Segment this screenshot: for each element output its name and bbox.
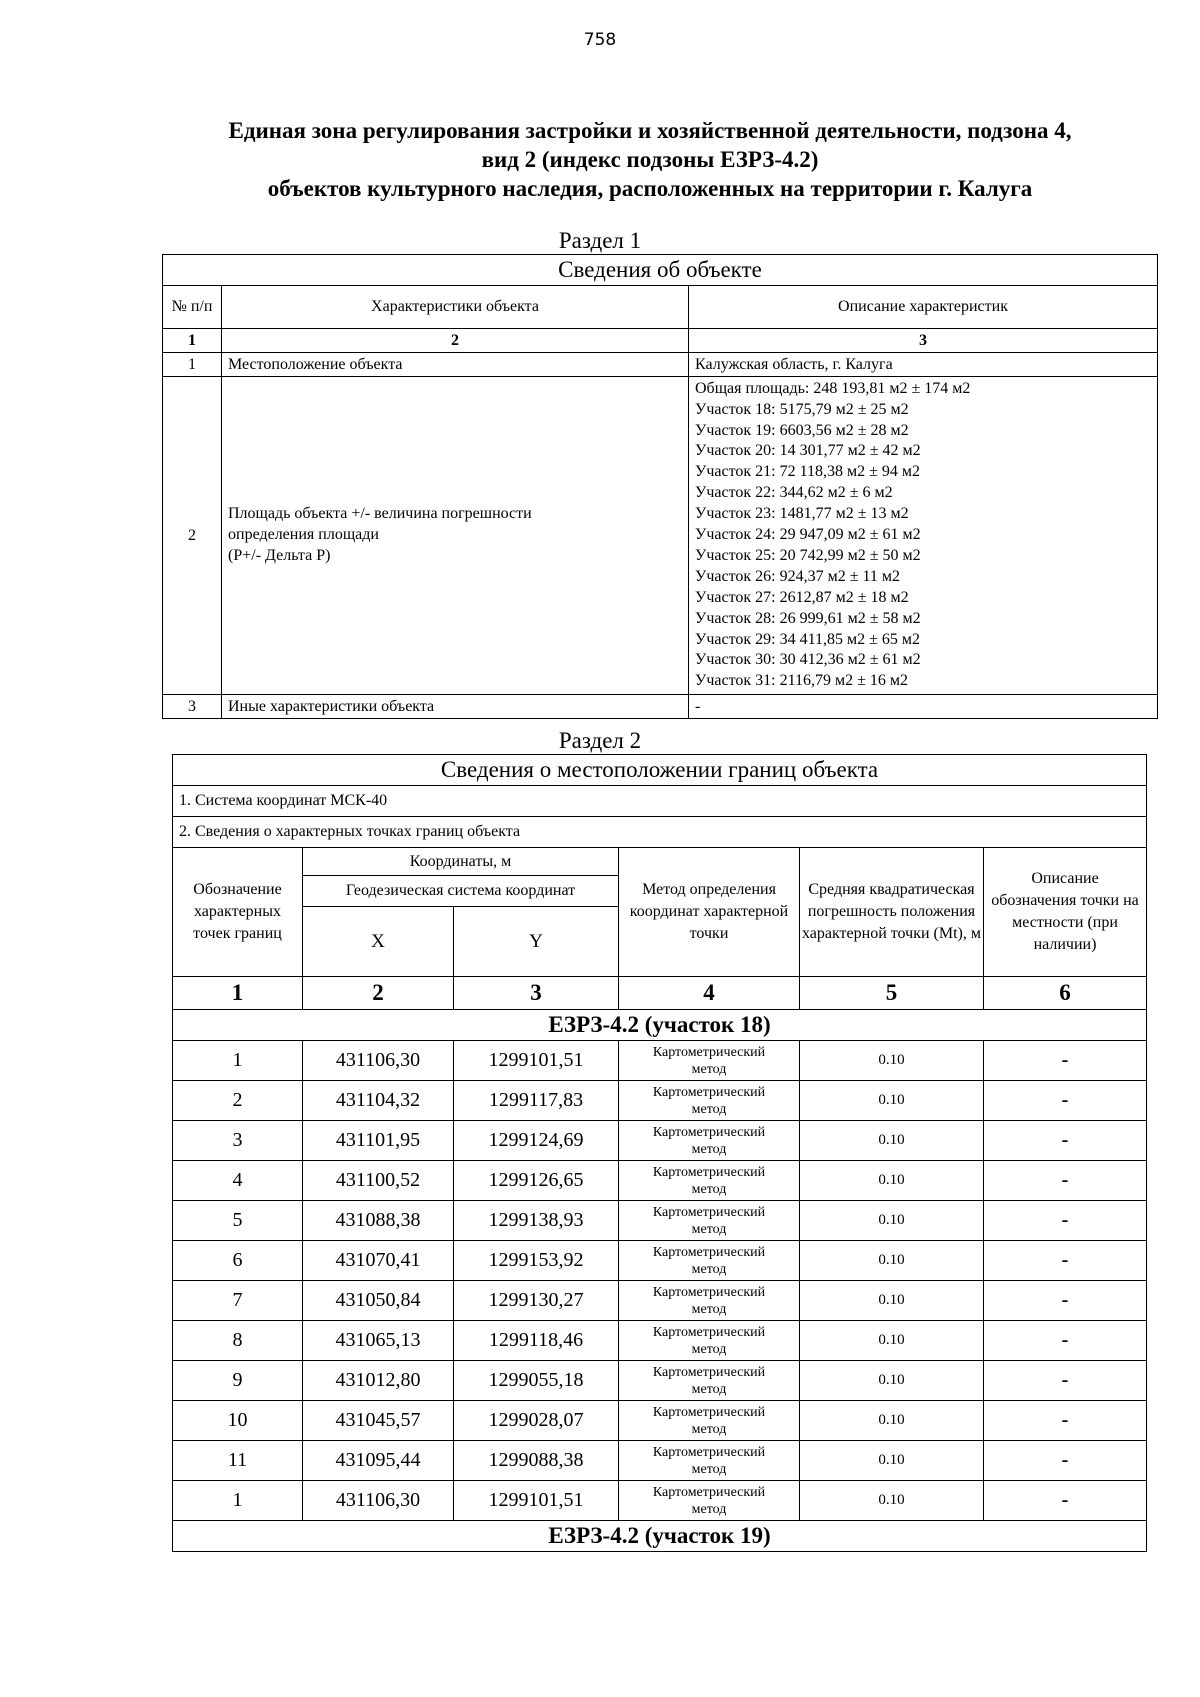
table-row	[173, 1161, 1147, 1201]
col-index-3: 3	[454, 977, 619, 1010]
point-y: 1299101,51	[454, 1041, 619, 1081]
characteristic-name: Местоположение объекта	[222, 353, 689, 377]
table-row	[173, 1081, 1147, 1121]
col-index-2: 2	[303, 977, 454, 1010]
segment-title-18: ЕЗРЗ-4.2 (участок 18)	[173, 1010, 1147, 1041]
col-error-header: Средняя квадратическая погрешность положения характерной точки (Mt), м	[800, 848, 984, 977]
point-y: 1299028,07	[454, 1401, 619, 1441]
point-y: 1299101,51	[454, 1481, 619, 1521]
col-index-6: 6	[984, 977, 1147, 1010]
point-method: Картометрический метод	[619, 1481, 800, 1521]
point-number: 11	[173, 1441, 303, 1481]
point-error: 0.10	[800, 1241, 984, 1281]
point-description: -	[984, 1161, 1147, 1201]
point-x: 431050,84	[303, 1281, 454, 1321]
section-1-label: Раздел 1	[558, 228, 642, 253]
point-y: 1299138,93	[454, 1201, 619, 1241]
point-method: Картометрический метод	[619, 1121, 800, 1161]
row-number: 3	[163, 695, 222, 719]
point-description: -	[984, 1321, 1147, 1361]
name-line: (Р+/- Дельта Р)	[228, 546, 331, 564]
area-list	[689, 377, 1158, 695]
col-coordinates-header: Координаты, м	[303, 848, 619, 876]
point-method: Картометрический метод	[619, 1361, 800, 1401]
table-row	[173, 1441, 1147, 1481]
document-title	[130, 116, 1170, 203]
table-row	[173, 1041, 1147, 1081]
point-error: 0.10	[800, 1121, 984, 1161]
col-number-header: № п/п	[163, 286, 222, 329]
point-error: 0.10	[800, 1441, 984, 1481]
point-error: 0.10	[800, 1041, 984, 1081]
area-line: Участок 21: 72 118,38 м2 ± 94 м2	[695, 463, 921, 481]
point-x: 431012,80	[303, 1361, 454, 1401]
point-method: Картометрический метод	[619, 1201, 800, 1241]
point-method: Картометрический метод	[619, 1081, 800, 1121]
point-x: 431088,38	[303, 1201, 454, 1241]
point-x: 431106,30	[303, 1041, 454, 1081]
point-x: 431070,41	[303, 1241, 454, 1281]
col-geodetic-header: Геодезическая система координат	[303, 876, 619, 907]
characteristic-name	[222, 377, 689, 695]
point-y: 1299088,38	[454, 1441, 619, 1481]
point-number: 5	[173, 1201, 303, 1241]
segment-title-19: ЕЗРЗ-4.2 (участок 19)	[173, 1521, 1147, 1552]
col-y-header: Y	[454, 907, 619, 977]
point-x: 431101,95	[303, 1121, 454, 1161]
area-line: Участок 18: 5175,79 м2 ± 25 м2	[695, 400, 909, 418]
col-designation-header: Обозначение характерных точек границ	[173, 848, 303, 977]
table-row	[173, 1201, 1147, 1241]
point-description: -	[984, 1241, 1147, 1281]
area-line: Участок 24: 29 947,09 м2 ± 61 м2	[695, 526, 921, 544]
point-x: 431065,13	[303, 1321, 454, 1361]
point-x: 431100,52	[303, 1161, 454, 1201]
point-error: 0.10	[800, 1401, 984, 1441]
point-description: -	[984, 1201, 1147, 1241]
point-y: 1299117,83	[454, 1081, 619, 1121]
area-line: Участок 23: 1481,77 м2 ± 13 м2	[695, 505, 909, 523]
point-number: 1	[173, 1481, 303, 1521]
title-line-2: вид 2 (индекс подзоны ЕЗРЗ-4.2)	[481, 147, 819, 172]
point-error: 0.10	[800, 1281, 984, 1321]
point-description: -	[984, 1481, 1147, 1521]
object-info-header: Сведения об объекте	[163, 255, 1158, 286]
area-line: Общая площадь: 248 193,81 м2 ± 174 м2	[695, 379, 971, 397]
col-index-2: 2	[222, 329, 689, 353]
point-number: 3	[173, 1121, 303, 1161]
point-method: Картометрический метод	[619, 1321, 800, 1361]
point-number: 6	[173, 1241, 303, 1281]
point-error: 0.10	[800, 1201, 984, 1241]
table-row	[173, 1281, 1147, 1321]
point-number: 8	[173, 1321, 303, 1361]
point-method: Картометрический метод	[619, 1161, 800, 1201]
point-description: -	[984, 1281, 1147, 1321]
row-number: 1	[163, 353, 222, 377]
col-method-header: Метод определения координат характерной точки	[619, 848, 800, 977]
point-number: 9	[173, 1361, 303, 1401]
point-y: 1299124,69	[454, 1121, 619, 1161]
point-error: 0.10	[800, 1161, 984, 1201]
point-method: Картометрический метод	[619, 1241, 800, 1281]
point-y: 1299130,27	[454, 1281, 619, 1321]
table-row	[173, 1241, 1147, 1281]
point-y: 1299153,92	[454, 1241, 619, 1281]
col-index-3: 3	[689, 329, 1158, 353]
point-y: 1299126,65	[454, 1161, 619, 1201]
name-line: определения площади	[228, 526, 379, 544]
table-row	[173, 1321, 1147, 1361]
point-description: -	[984, 1121, 1147, 1161]
table-row	[173, 1401, 1147, 1441]
point-description: -	[984, 1361, 1147, 1401]
point-y: 1299055,18	[454, 1361, 619, 1401]
point-x: 431095,44	[303, 1441, 454, 1481]
area-line: Участок 22: 344,62 м2 ± 6 м2	[695, 484, 893, 502]
point-number: 1	[173, 1041, 303, 1081]
area-line: Участок 28: 26 999,61 м2 ± 58 м2	[695, 609, 921, 627]
table-row	[173, 1481, 1147, 1521]
characteristic-name: Иные характеристики объекта	[222, 695, 689, 719]
point-error: 0.10	[800, 1481, 984, 1521]
col-index-1: 1	[163, 329, 222, 353]
area-line: Участок 19: 6603,56 м2 ± 28 м2	[695, 421, 909, 439]
point-error: 0.10	[800, 1361, 984, 1401]
point-error: 0.10	[800, 1081, 984, 1121]
area-line: Участок 31: 2116,79 м2 ± 16 м2	[695, 672, 909, 690]
point-number: 7	[173, 1281, 303, 1321]
area-line: Участок 25: 20 742,99 м2 ± 50 м2	[695, 546, 921, 564]
col-index-1: 1	[173, 977, 303, 1010]
area-line: Участок 20: 14 301,77 м2 ± 42 м2	[695, 442, 921, 460]
point-description: -	[984, 1441, 1147, 1481]
table-row	[173, 1121, 1147, 1161]
point-x: 431106,30	[303, 1481, 454, 1521]
point-method: Картометрический метод	[619, 1441, 800, 1481]
point-description: -	[984, 1041, 1147, 1081]
point-number: 2	[173, 1081, 303, 1121]
section-2-label: Раздел 2	[558, 728, 642, 753]
col-characteristics-header: Характеристики объекта	[222, 286, 689, 329]
area-line: Участок 26: 924,37 м2 ± 11 м2	[695, 567, 901, 585]
page-number: 758	[583, 30, 617, 50]
col-x-header: X	[303, 907, 454, 977]
boundary-points-table	[172, 754, 1147, 1552]
coordinate-system: 1. Система координат МСК-40	[173, 786, 1147, 817]
point-y: 1299118,46	[454, 1321, 619, 1361]
title-line-1: Единая зона регулирования застройки и хозяйственной деятельности, подзона 4,	[228, 118, 1072, 143]
point-number: 10	[173, 1401, 303, 1441]
col-index-4: 4	[619, 977, 800, 1010]
area-line: Участок 29: 34 411,85 м2 ± 65 м2	[695, 630, 921, 648]
row-number: 2	[163, 377, 222, 695]
point-description: -	[984, 1081, 1147, 1121]
boundary-info-header: Сведения о местоположении границ объекта	[173, 755, 1147, 786]
point-method: Картометрический метод	[619, 1041, 800, 1081]
table-row	[173, 1361, 1147, 1401]
name-line: Площадь объекта +/- величина погрешности	[228, 505, 532, 523]
point-number: 4	[173, 1161, 303, 1201]
title-line-3: объектов культурного наследия, расположенных на территории г. Калуга	[267, 176, 1033, 201]
point-method: Картометрический метод	[619, 1281, 800, 1321]
area-line: Участок 27: 2612,87 м2 ± 18 м2	[695, 588, 909, 606]
characteristic-value: Калужская область, г. Калуга	[689, 353, 1158, 377]
col-description-header: Описание характеристик	[689, 286, 1158, 329]
point-error: 0.10	[800, 1321, 984, 1361]
point-x: 431045,57	[303, 1401, 454, 1441]
area-line: Участок 30: 30 412,36 м2 ± 61 м2	[695, 651, 921, 669]
point-method: Картометрический метод	[619, 1401, 800, 1441]
col-description-header: Описание обозначения точки на местности (при наличии)	[984, 848, 1147, 977]
col-index-5: 5	[800, 977, 984, 1010]
characteristic-value: -	[689, 695, 1158, 719]
point-x: 431104,32	[303, 1081, 454, 1121]
object-info-table	[162, 254, 1158, 719]
point-description: -	[984, 1401, 1147, 1441]
points-info: 2. Сведения о характерных точках границ объекта	[173, 817, 1147, 848]
